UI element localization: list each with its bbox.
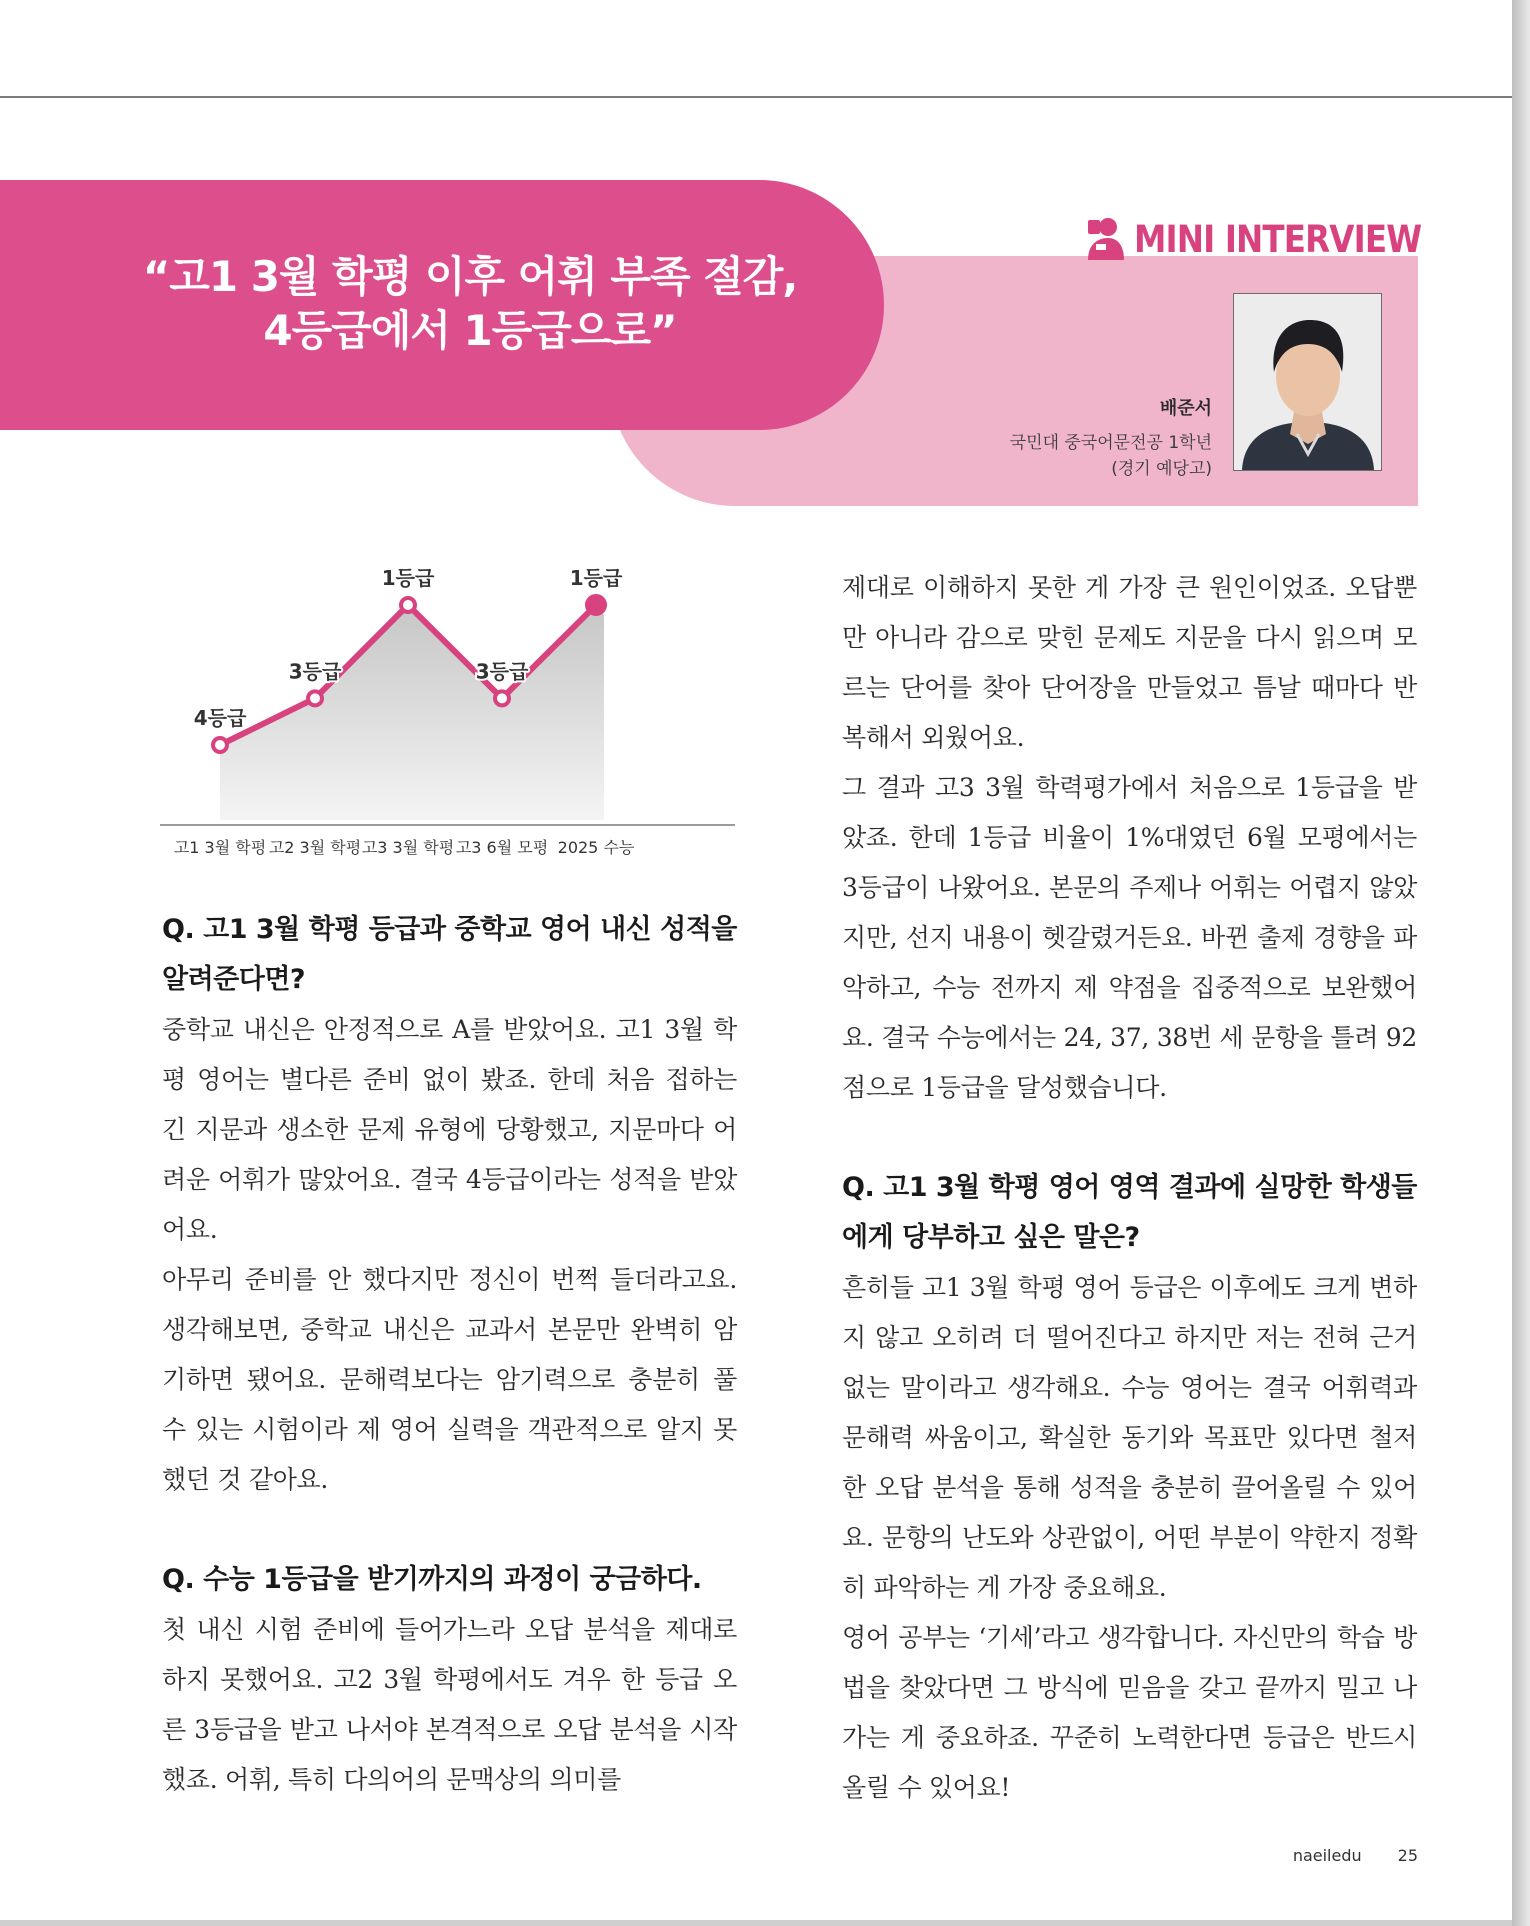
headline (110, 250, 830, 358)
person-icon (1084, 216, 1124, 262)
page-number: 25 (1397, 1846, 1418, 1865)
left-column (162, 905, 737, 1805)
question-1: Q. 고1 3월 학평 등급과 중학교 영어 내신 성적을 알려준다면? (162, 914, 737, 995)
x-tick-label: 고3 6월 모평 (455, 838, 549, 857)
x-tick-label: 고1 3월 학평 (173, 838, 267, 857)
interviewee-high-school: (경기 예당고) (1111, 459, 1212, 479)
chart-point-label: 3등급 (288, 659, 342, 684)
x-tick-label: 2025 수능 (557, 838, 635, 857)
headline-line-1: “고1 3월 학평 이후 어휘 부족 절감, (142, 252, 798, 301)
interviewee-school: 국민대 중국어문전공 1학년 (1009, 433, 1212, 453)
answer-2-paragraph-1: 첫 내신 시험 준비에 들어가느라 오답 분석을 제대로 하지 못했어요. 고2 3월 학평에서도 겨우 한 등급 오른 3등급을 받고 나서야 본격적으로 오답 분석을 시작했죠. 어휘, 특히 다의어의 문맥상의 의미를 (162, 1615, 737, 1794)
chart-point (213, 738, 227, 752)
chart-point (587, 596, 605, 614)
interviewee-name: 배준서 (1159, 398, 1212, 419)
chart-point (495, 691, 509, 705)
top-divider (0, 96, 1512, 98)
chart-point-label: 1등급 (569, 566, 623, 590)
footer-brand: naeiledu (1292, 1846, 1362, 1865)
page-footer (1293, 1846, 1418, 1865)
chart-point-label: 4등급 (193, 706, 247, 730)
answer-3-paragraph-2: 영어 공부는 ‘기세’라고 생각합니다. 자신만의 학습 방법을 찾았다면 그 방식에 믿음을 갖고 끝까지 밀고 나가는 게 중요하죠. 꾸준히 노력한다면 등급은 반드시 올릴 수 있어요! (842, 1623, 1417, 1802)
answer-3-paragraph-1: 흔히들 고1 3월 학평 영어 등급은 이후에도 크게 변하지 않고 오히려 더 떨어진다고 하지만 저는 전혀 근거 없는 말이라고 생각해요. 수능 영어는 결국 어휘력과 문해력 싸움이고, 확실한 동기와 목표만 있다면 철저한 오답 분석을 통해 성적을 충분히 끌어올릴 수 있어요. 문항의 난도와 상관없이, 어떤 부분이 약한지 정확히 파악하는 게 가장 중요해요. (842, 1273, 1417, 1602)
interviewee-photo (1233, 293, 1382, 471)
portrait-illustration (1234, 294, 1381, 470)
right-column (842, 563, 1417, 1813)
chart-point (308, 691, 322, 705)
x-tick-label: 고2 3월 학평 (268, 838, 362, 857)
chart-area (220, 605, 604, 820)
question-2: Q. 수능 1등급을 받기까지의 과정이 궁금하다. (162, 1564, 702, 1595)
question-3: Q. 고1 3월 학평 영어 영역 결과에 실망한 학생들에게 당부하고 싶은 말은? (842, 1172, 1417, 1253)
chart-point (401, 598, 415, 612)
x-tick-label: 고3 3월 학평 (361, 838, 455, 857)
section-label (1084, 214, 1460, 264)
answer-1-paragraph-1: 중학교 내신은 안정적으로 A를 받았어요. 고1 3월 학평 영어는 별다른 준비 없이 봤죠. 한데 처음 접하는 긴 지문과 생소한 문제 유형에 당황했고, 지문마다 어려운 어휘가 많았어요. 결국 4등급이라는 성적을 받았어요. (162, 1015, 737, 1244)
answer-2-paragraph-1-continued: 제대로 이해하지 못한 게 가장 큰 원인이었죠. 오답뿐만 아니라 감으로 맞힌 문제도 지문을 다시 읽으며 모르는 단어를 찾아 단어장을 만들었고 틈날 때마다 반복해서 외웠어요. (842, 573, 1417, 752)
grade-chart (160, 565, 745, 865)
chart-point-label: 1등급 (381, 566, 435, 590)
section-label-text: MINI INTERVIEW (1134, 217, 1422, 261)
interviewee-info (1010, 394, 1212, 482)
answer-2-paragraph-2: 그 결과 고3 3월 학력평가에서 처음으로 1등급을 받았죠. 한데 1등급 비율이 1%대였던 6월 모평에서는 3등급이 나왔어요. 본문의 주제나 어휘는 어렵지 않았지만, 선지 내용이 헷갈렸거든요. 바뀐 출제 경향을 파악하고, 수능 전까지 제 약점을 집중적으로 보완했어요. 결국 수능에서는 24, 37, 38번 세 문항을 틀려 92점으로 1등급을 달성했습니다. (842, 773, 1417, 1102)
answer-1-paragraph-2: 아무리 준비를 안 했다지만 정신이 번쩍 들더라고요. 생각해보면, 중학교 내신은 교과서 본문만 완벽히 암기하면 됐어요. 문해력보다는 암기력으로 충분히 풀 수 있는 시험이라 제 영어 실력을 객관적으로 알지 못했던 것 같아요. (162, 1265, 737, 1494)
chart-point-label: 3등급 (475, 659, 529, 684)
page-edge (1512, 0, 1530, 1926)
headline-line-2: 4등급에서 1등급으로” (263, 306, 677, 355)
